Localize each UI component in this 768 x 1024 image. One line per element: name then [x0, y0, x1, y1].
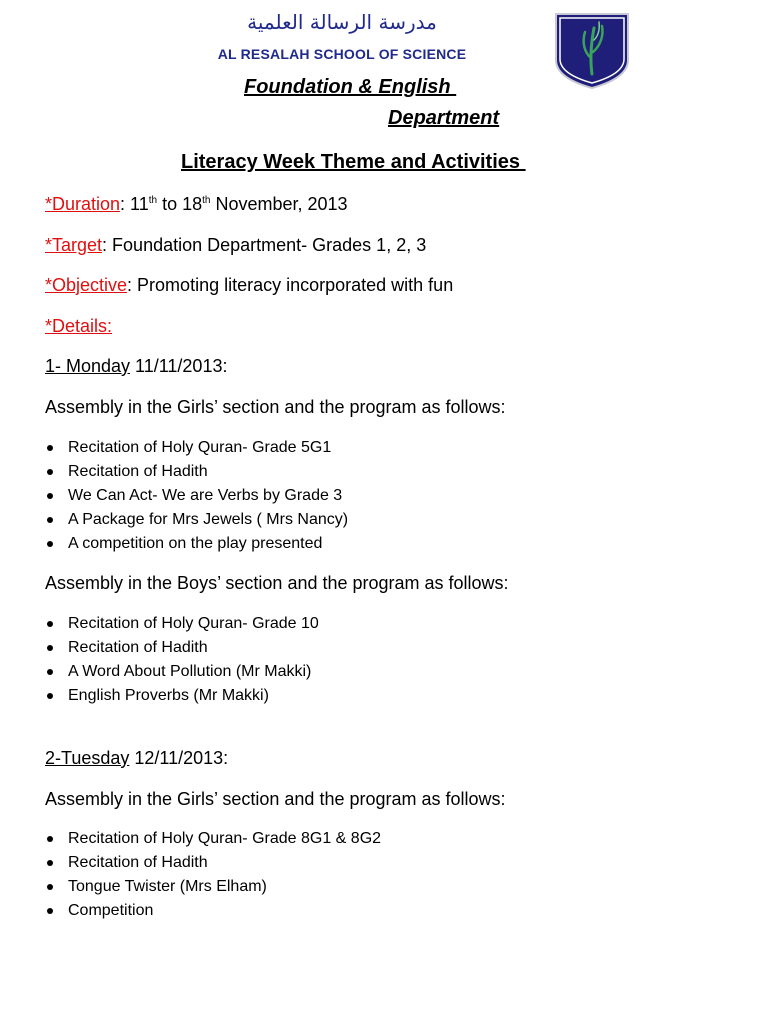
list-item [45, 612, 319, 636]
bullet-icon [47, 621, 53, 627]
section-heading: Assembly in the Girls’ section and the program as follows: [45, 397, 506, 417]
list-item [45, 636, 319, 660]
list-item [45, 660, 319, 684]
section-heading: Assembly in the Boys’ section and the program as follows: [45, 573, 509, 593]
details-line [45, 316, 112, 337]
day-label: 2-Tuesday [45, 748, 130, 768]
school-crest-icon [554, 12, 630, 90]
section-heading: Assembly in the Girls’ section and the program as follows: [45, 789, 506, 809]
duration-mid: to 18 [157, 194, 203, 214]
list-item [45, 532, 348, 556]
list-item [45, 436, 348, 460]
bullet-icon [47, 884, 53, 890]
bullet-icon [47, 860, 53, 866]
day-heading [45, 748, 228, 769]
duration-end: November, 2013 [210, 194, 348, 214]
bullet-icon [47, 445, 53, 451]
day-heading [45, 356, 227, 377]
list-item [45, 851, 381, 875]
list-item [45, 827, 381, 851]
bullet-icon [47, 517, 53, 523]
list-item-text: A Word About Pollution (Mr Makki) [68, 663, 312, 680]
bullet-icon [47, 908, 53, 914]
objective-label: *Objective [45, 275, 128, 295]
target-line [45, 235, 426, 256]
list-item-text: Recitation of Hadith [68, 463, 208, 480]
list-item [45, 484, 348, 508]
bullet-icon [47, 693, 53, 699]
list-item-text: Recitation of Hadith [68, 854, 208, 871]
day-label: 1- Monday [45, 356, 131, 376]
target-value: : Foundation Department- Grades 1, 2, 3 [102, 235, 427, 255]
page-title: Literacy Week Theme and Activities [181, 151, 526, 173]
list-item [45, 460, 348, 484]
bullet-icon [47, 645, 53, 651]
list-item [45, 875, 381, 899]
bullet-icon [47, 493, 53, 499]
list-item-text: A competition on the play presented [68, 535, 323, 552]
objective-value: : Promoting literacy incorporated with fun [127, 275, 454, 295]
activity-list [45, 436, 348, 556]
bullet-icon [47, 469, 53, 475]
department-line-1: Foundation & English [244, 76, 457, 98]
target-label: *Target [45, 235, 103, 255]
list-item-text: A Package for Mrs Jewels ( Mrs Nancy) [68, 511, 349, 528]
duration-sup-2: th [202, 195, 211, 206]
day-date: 12/11/2013: [129, 748, 229, 768]
bullet-icon [47, 669, 53, 675]
activity-list [45, 827, 381, 923]
list-item-text: Recitation of Hadith [68, 639, 208, 656]
details-label: *Details: [45, 316, 113, 336]
list-item-text: Recitation of Holy Quran- Grade 5G1 [68, 439, 332, 456]
list-item [45, 899, 381, 923]
duration-label: *Duration [45, 194, 121, 214]
list-item-text: We Can Act- We are Verbs by Grade 3 [68, 487, 343, 504]
list-item-text: Recitation of Holy Quran- Grade 8G1 & 8G2 [68, 830, 382, 847]
list-item [45, 684, 319, 708]
duration-sup-1: th [148, 195, 158, 206]
school-name: AL RESALAH SCHOOL OF SCIENCE [217, 46, 467, 62]
list-item-text: Tongue Twister (Mrs Elham) [68, 878, 267, 895]
list-item-text: Recitation of Holy Quran- Grade 10 [68, 615, 319, 632]
list-item-text: English Proverbs (Mr Makki) [68, 687, 269, 704]
list-item-text: Competition [68, 902, 154, 919]
bullet-icon [47, 836, 53, 842]
objective-line [45, 275, 453, 296]
bullet-icon [47, 541, 53, 547]
day-date: 11/11/2013: [130, 356, 228, 376]
activity-list [45, 612, 319, 708]
arabic-school-name: مدرسة الرسالة العلمية [247, 10, 437, 34]
list-item [45, 508, 348, 532]
department-line-2: Department [388, 107, 500, 129]
duration-line [45, 194, 348, 215]
duration-start: : 11 [120, 194, 149, 214]
